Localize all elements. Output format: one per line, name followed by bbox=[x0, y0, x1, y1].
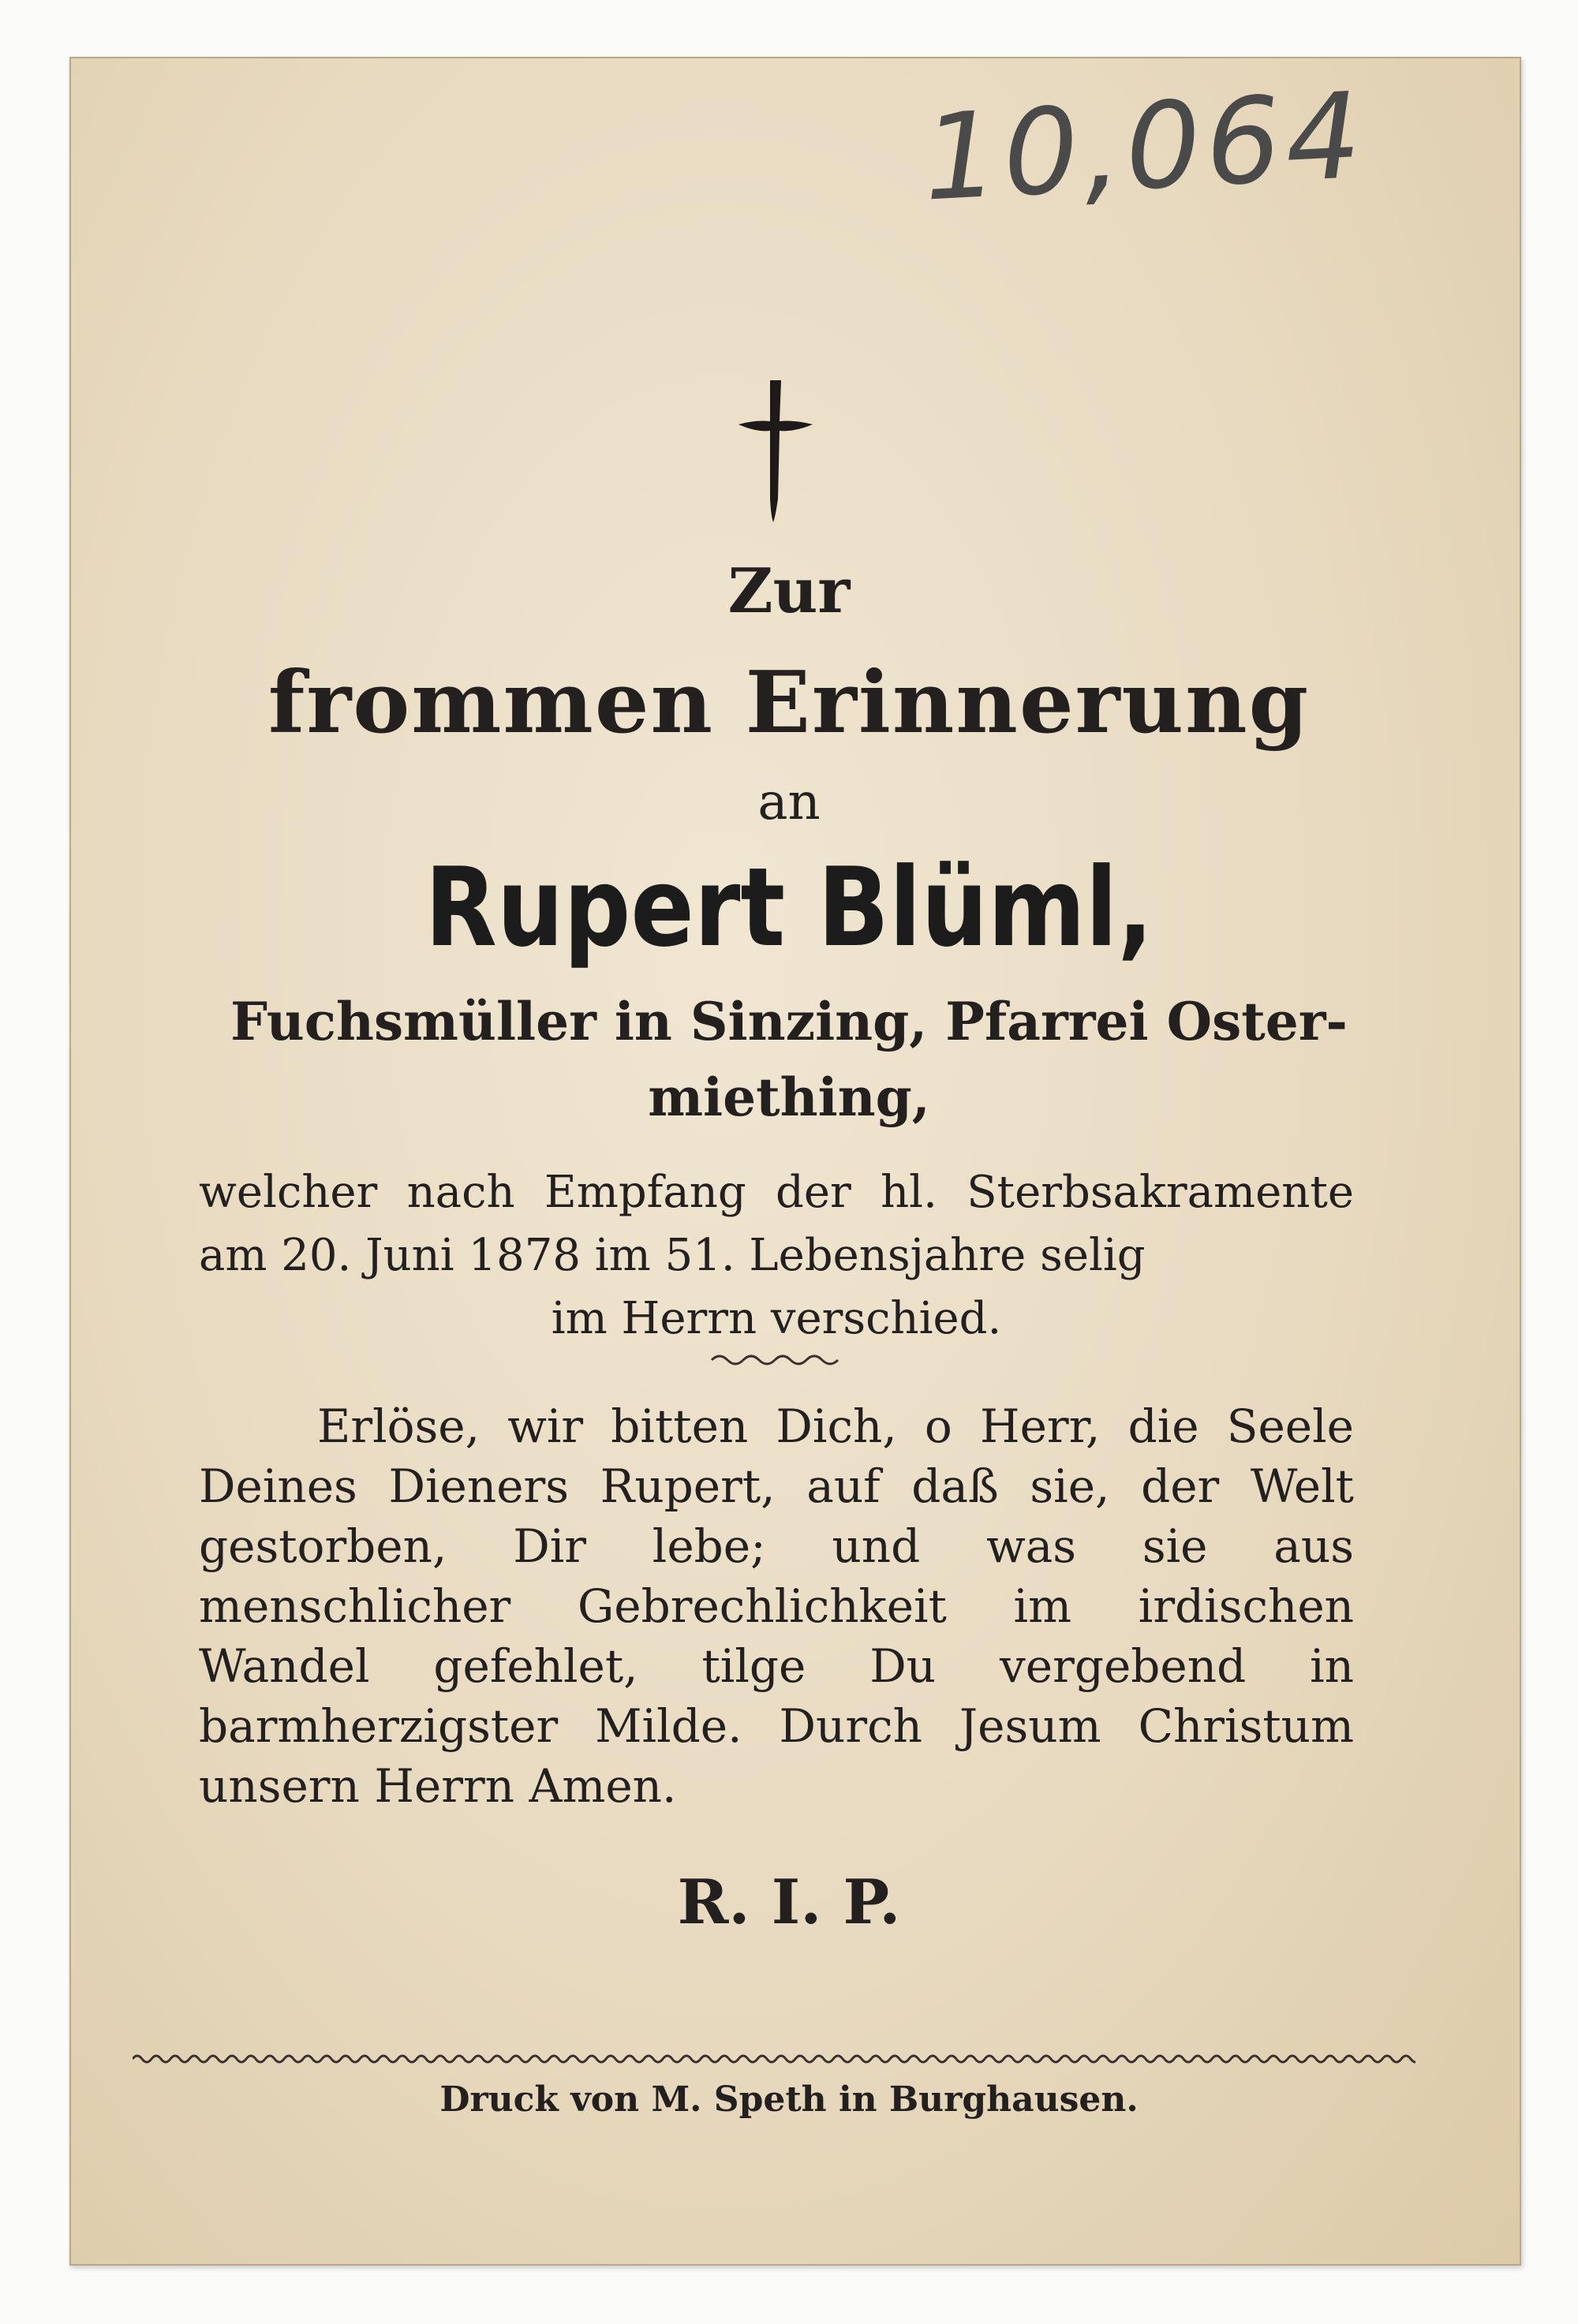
death-notice-last-line: im Herrn verschied. bbox=[551, 1293, 1002, 1344]
cross-icon bbox=[739, 380, 813, 522]
occupation-line-2: miething, bbox=[648, 1067, 930, 1128]
archive-number: 10,064 bbox=[919, 67, 1370, 228]
footer-rule bbox=[133, 2049, 1415, 2068]
occupation-line-1: Fuchsmüller in Sinzing, Pfarrei Oster- bbox=[230, 991, 1348, 1052]
death-notice-text: welcher nach Empfang der hl. Sterbsakramente am 20. Juni 1878 im 51. Lebensjahre selig bbox=[199, 1167, 1354, 1281]
heading-title: frommen Erinnerung bbox=[267, 653, 1311, 753]
rip: R. I. P. bbox=[677, 1866, 901, 1938]
ornament-divider bbox=[710, 1349, 846, 1368]
prayer bbox=[199, 1396, 1354, 1816]
heading-zur: Zur bbox=[727, 555, 851, 627]
prayer-text: Erlöse, wir bitten Dich, o Herr, die Seele Deines Dieners Rupert, auf daß sie, der Welt gestorben, Dir lebe; und was sie aus menschlicher Gebrechlichkeit im irdischen Wandel gefehlet, tilge Du vergebend in barmherzigster Milde. Durch Jesum Christum unsern Herrn Amen. bbox=[199, 1399, 1354, 1813]
deceased-name: Rupert Blüml, bbox=[424, 844, 1154, 971]
printer-credit: Druck von M. Speth in Burghausen. bbox=[439, 2079, 1139, 2120]
heading-an: an bbox=[757, 773, 821, 831]
death-notice bbox=[199, 1161, 1354, 1351]
